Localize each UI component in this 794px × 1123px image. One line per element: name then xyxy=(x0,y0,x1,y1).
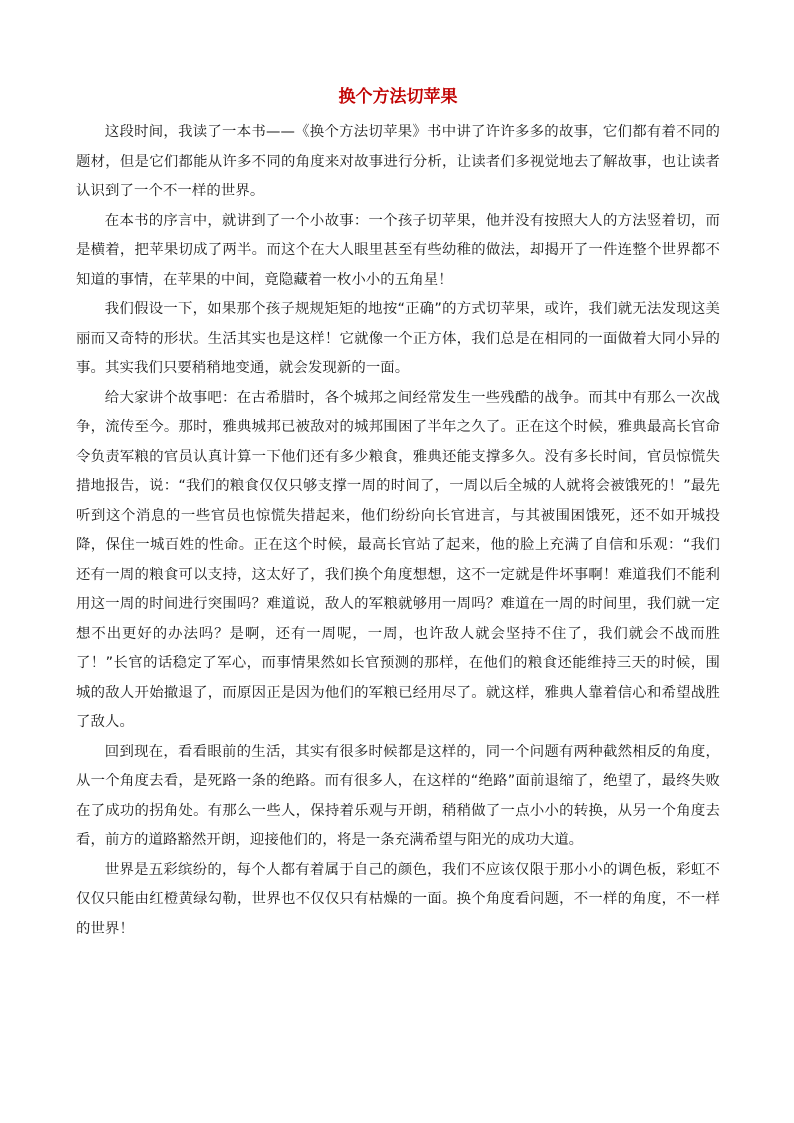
paragraph: 世界是五彩缤纷的，每个人都有着属于自己的颜色，我们不应该仅限于那小小的调色板，彩虹不仅仅只能由红橙黄绿勾勒，世界也不仅仅只有枯燥的一面。换个角度看问题，不一样的角度，不一样的世界！ xyxy=(76,861,720,937)
paragraph: 这段时间，我读了一本书——《换个方法切苹果》书中讲了许许多多的故事，它们都有着不同的题材，但是它们都能从许多不同的角度来对故事进行分析，让读者们多视觉地去了解故事，也让读者认识到了一个不一样的世界。 xyxy=(76,124,720,199)
paragraph: 我们假设一下，如果那个孩子规规矩矩的地按“正确”的方式切苹果，或许，我们就无法发现这美丽而又奇特的形状。生活其实也是这样！它就像一个正方体，我们总是在相同的一面做着大同小异的事。其实我们只要稍稍地变通，就会发现新的一面。 xyxy=(76,301,720,376)
document-title: 换个方法切苹果 xyxy=(338,87,458,107)
document-page xyxy=(76,84,720,944)
paragraph: 给大家讲个故事吧：在古希腊时，各个城邦之间经常发生一些残酷的战争。而其中有那么一次战争，流传至今。那时，雅典城邦已被敌对的城邦围困了半年之久了。正在这个时候，雅典最高长官命令负责军粮的官员认真计算一下他们还有多少粮食，雅典还能支撑多久。没有多长时间，官员惊慌失措地报告，说：“我们的粮食仅仅只够支撑一周的时间了，一周以后全城的人就将会被饿死的！”最先听到这个消息的一些官员也惊慌失措起来，他们纷纷向长官进言，与其被围困饿死，还不如开城投降，保住一城百姓的性命。正在这个时候，最高长官站了起来，他的脸上充满了自信和乐观：“我们还有一周的粮食可以支持，这太好了，我们换个角度想想，这不一定就是件坏事啊！难道我们不能利用这一周的时间进行突围吗？难道说，敌人的军粮就够用一周吗？难道在一周的时间里，我们就一定想不出更好的办法吗？是啊，还有一周呢，一周，也许敌人就会坚持不住了，我们就会不战而胜了！”长官的话稳定了军心，而事情果然如长官预测的那样，在他们的粮食还能维持三天的时候，围城的敌人开始撤退了，而原因正是因为他们的军粮已经用尽了。就这样，雅典人靠着信心和希望战胜了敌人。 xyxy=(76,389,720,730)
paragraph: 回到现在，看看眼前的生活，其实有很多时候都是这样的，同一个问题有两种截然相反的角度，从一个角度去看，是死路一条的绝路。而有很多人，在这样的“绝路”面前退缩了，绝望了，最终失败在了成功的拐角处。有那么一些人，保持着乐观与开朗，稍稍做了一点小小的转换，从另一个角度去看，前方的道路豁然开朗，迎接他们的，将是一条充满希望与阳光的成功大道。 xyxy=(76,743,720,848)
paragraph: 在本书的序言中，就讲到了一个小故事：一个孩子切苹果，他并没有按照大人的方法竖着切，而是横着，把苹果切成了两半。而这个在大人眼里甚至有些幼稚的做法，却揭开了一件连整个世界都不知道的事情，在苹果的中间，竟隐藏着一枚小小的五角星！ xyxy=(76,212,720,288)
